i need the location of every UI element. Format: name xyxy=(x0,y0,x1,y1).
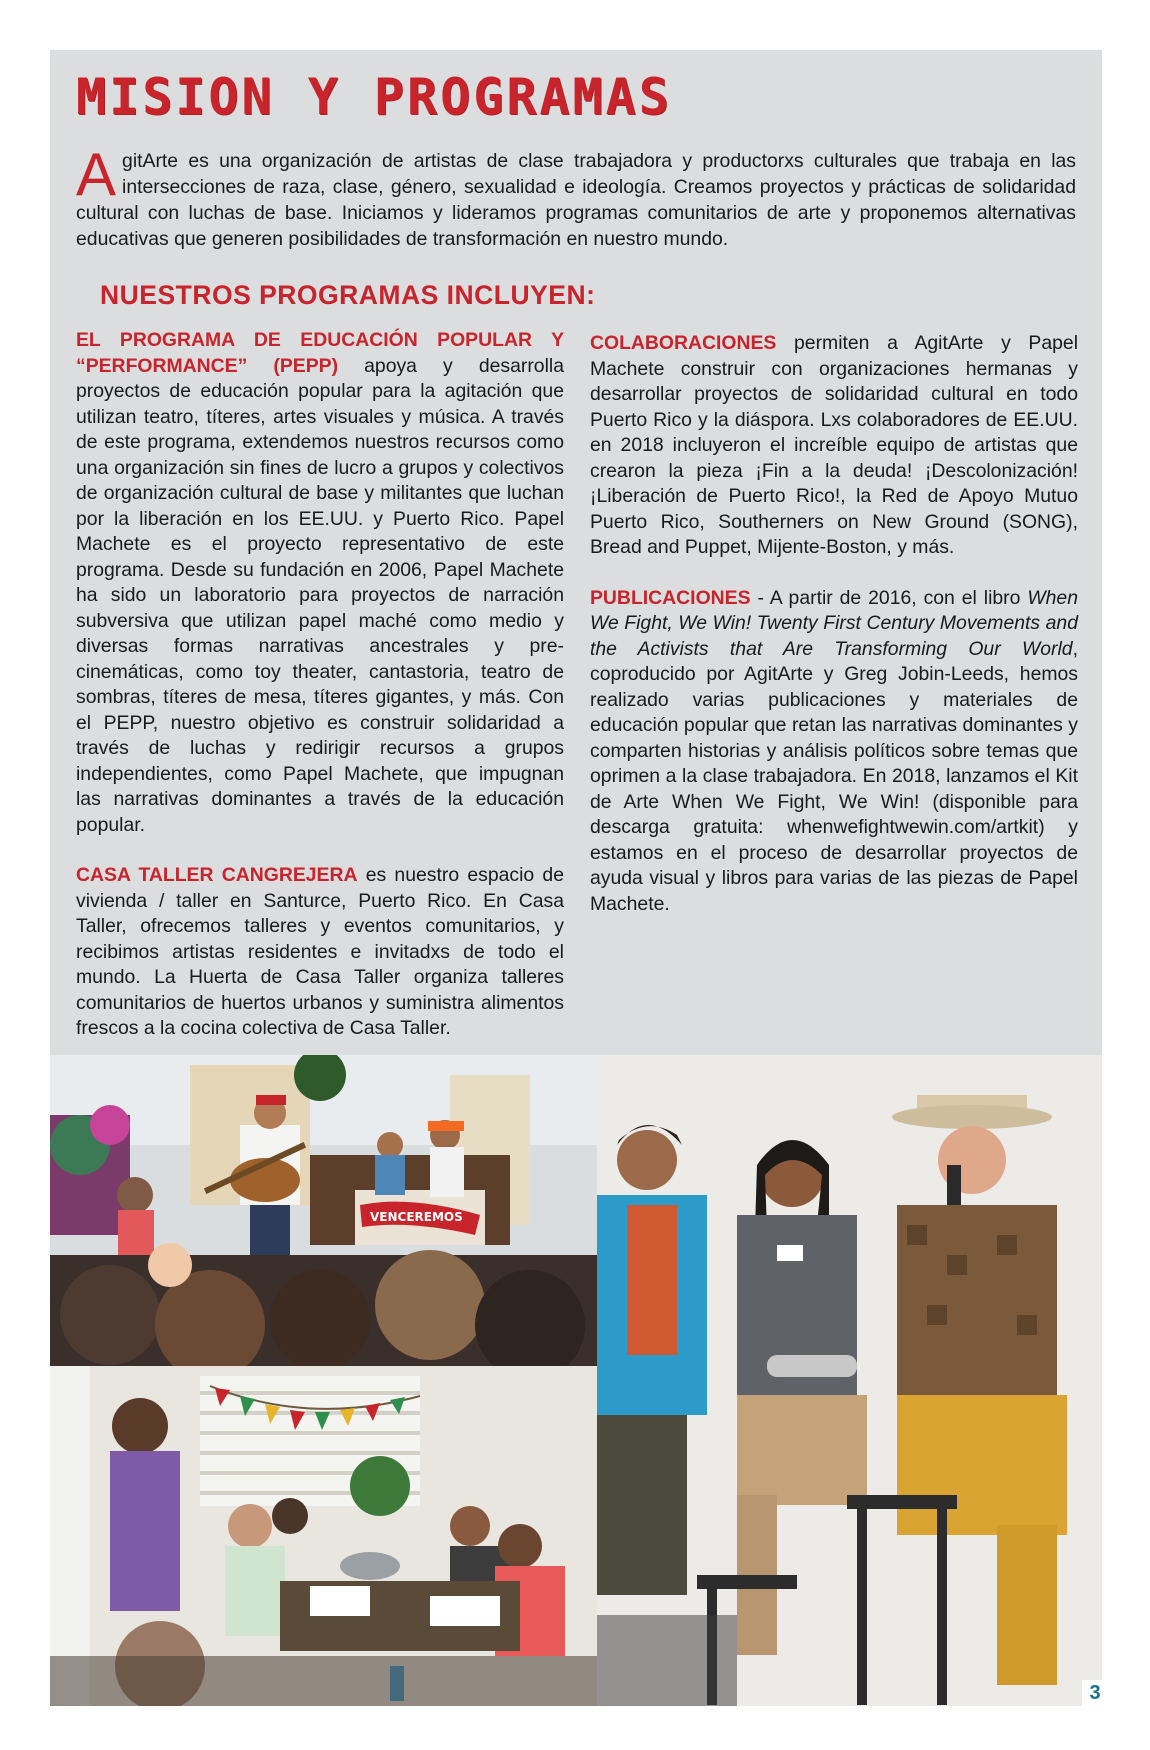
casa-body: es nuestro espacio de vivienda / taller en Santurce, Puerto Rico. En Casa Taller, ofrecemos talleres y eventos comunitarios, y recibimos artistas residentes e invitadxs de todo el mundo. La Huerta de Casa Taller organiza talleres comunitarios de huertos urbanos y suministra alimentos frescos a la cocina colectiva de Casa Taller. xyxy=(76,864,564,1039)
pepp-paragraph xyxy=(76,328,564,838)
pub-paragraph xyxy=(590,586,1078,918)
casa-paragraph xyxy=(76,863,564,1042)
intro-paragraph xyxy=(76,141,1076,252)
casa-heading: CASA TALLER CANGREJERA xyxy=(76,864,358,886)
mission-panel xyxy=(50,50,1102,1055)
programs-subtitle: NUESTROS PROGRAMAS INCLUYEN: xyxy=(100,280,596,310)
page-number: 3 xyxy=(1082,1680,1108,1706)
pub-body-a: - A partir de 2016, con el libro xyxy=(750,586,1028,609)
page-title: MISION Y PROGRAMAS xyxy=(76,68,672,126)
intro-text: gitArte es una organización de artistas de clase trabajadora y productorxs culturales que trabaja en las intersecciones de raza, clase, género, sexualidad e ideología. Creamos proyectos y prácticas de solidaridad cultural con luchas de base. Iniciamos y lideramos programas comunitarios de arte y proponemos alternativas educativas que generen posibilidades de transformación en nuestro mundo. xyxy=(76,150,1076,250)
colab-heading: COLABORACIONES xyxy=(590,332,777,354)
pepp-body: apoya y desarrolla proyectos de educación popular para la agitación que utilizan teatro, títeres, artes visuales y música. A través de este programa, extendemos nuestros recursos como una organización sin fines de lucro a grupos y colectivos de organización cultural de base y militantes que luchan por la liberación en los EE.UU. y Puerto Rico. Papel Machete es el proyecto representativo de este programa. Desde su fundación en 2006, Papel Machete ha sido un laboratorio para proyectos de narración subversiva que utilizan papel maché como medio y diversas formas narrativas ancestrales y pre-cinemáticas, como toy theater, cantastoria, teatro de sombras, títeres de mesa, títeres gigantes, y más. Con el PEPP, nuestro objetivo es construir solidaridad a través de luchas y redirigir recursos a grupos independientes, como Papel Machete, que impugnan las narrativas dominantes a través de la educación popular. xyxy=(76,354,564,836)
pub-body-b: , coproducido por AgitArte y Greg Jobin-Leeds, hemos realizado varias publicaciones y materiales de educación popular que retan las narrativas dominantes y comparten historias y análisis políticos sobre temas que oprimen a la clase trabajadora. En 2018, lanzamos el Kit de Arte When We Fight, We Win! (disponible para descarga gratuita: whenwefightwewin.com/artkit) y estamos en el proceso de desarrollar proyectos de ayuda visual y libros para varias de las piezas de Papel Machete. xyxy=(590,637,1078,915)
pepp-heading: EL PROGRAMA DE EDUCACIÓN POPULAR Y “PERFORMANCE” (PEPP) xyxy=(76,329,564,377)
colab-paragraph xyxy=(590,331,1078,561)
pub-book-title: When We Fight, We Win! Twenty First Century Movements and the Activists that Are Transforming Our World xyxy=(590,586,1078,660)
pub-heading: PUBLICACIONES xyxy=(590,586,751,609)
photo-panel-discussion xyxy=(597,1055,1102,1706)
photo-street-performance xyxy=(50,1055,597,1366)
right-column xyxy=(590,331,1078,917)
drop-cap: A xyxy=(76,141,117,208)
colab-body: permiten a AgitArte y Papel Machete construir con organizaciones hermanas y desarrollar proyectos de solidaridad cultural en todo Puerto Rico y la diáspora. Lxs colaboradores de EE.UU. en 2018 incluyeron el increíble equipo de artistas que crearon la pieza ¡Fin a la deuda! ¡Descolonización! ¡Liberación de Puerto Rico!, la Red de Apoyo Mutuo Puerto Rico, Southerners on New Ground (SONG), Bread and Puppet, Mijente-Boston, y más. xyxy=(590,332,1078,558)
left-column xyxy=(76,328,564,1042)
photo-casa-taller-workshop xyxy=(50,1366,597,1706)
banner-text: VENCEREMOS xyxy=(370,1210,463,1224)
